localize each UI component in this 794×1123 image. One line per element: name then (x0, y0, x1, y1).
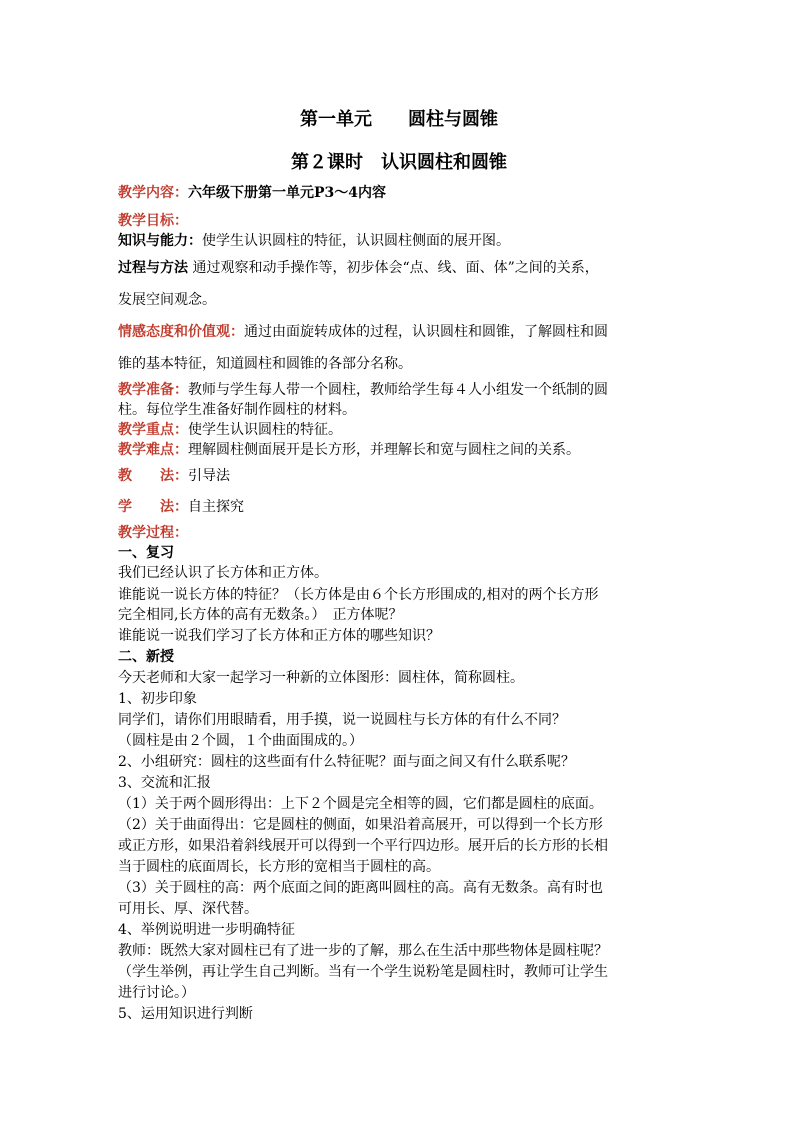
method-teach-label: 教 法： (118, 468, 188, 484)
knowledge-label: 知识与能力： (118, 233, 202, 249)
paragraph-line: （圆柱是由２个圆，１个曲面围成的。） (118, 733, 363, 749)
paragraph-line: 或正方形，如果沿着斜线展开可以得到一个平行四边形。展开后的长方形的长相 (118, 838, 608, 854)
content-label: 教学内容： (118, 185, 188, 201)
knowledge-text: 使学生认识圆柱的特征，认识圆柱侧面的展开图。 (202, 233, 510, 249)
attitude-line: 情感态度和价值观：通过由面旋转成体的过程，认识圆柱和圆锥，了解圆柱和圆 (118, 324, 608, 340)
paragraph-line: 谁能说一说我们学习了长方体和正方体的哪些知识？ (118, 628, 440, 644)
prep-line-2: 柱。每位学生准备好制作圆柱的材料。 (118, 402, 356, 418)
paragraph-line: 今天老师和大家一起学习一种新的立体图形：圆柱体，简称圆柱。 (118, 670, 524, 686)
prep-line: 教学准备：教师与学生每人带一个圆柱，教师给学生每４人小组发一个纸制的圆 (118, 382, 608, 398)
section-new: 二、新授 (118, 649, 174, 665)
lesson-title: 第２课时 认识圆柱和圆锥 (291, 152, 507, 173)
process-label: 过程与方法 (118, 260, 188, 276)
paragraph-line: 5、运用知识进行判断 (118, 1006, 253, 1022)
section-review: 一、复习 (118, 545, 174, 561)
attitude-label: 情感态度和价值观： (118, 324, 244, 340)
content-text: 六年级下册第一单元P3～4内容 (188, 185, 387, 201)
prep-label: 教学准备： (118, 382, 188, 398)
paragraph-line: 2、小组研究：圆柱的这些面有什么特征呢？面与面之间又有什么联系呢？ (118, 754, 575, 770)
teaching-content (118, 183, 680, 203)
method-learn-line: 学 法：自主探究 (118, 499, 244, 515)
key-line: 教学重点：使学生认识圆柱的特征。 (118, 422, 342, 438)
paragraph-line: 1、初步印象 (118, 691, 197, 707)
process-line: 过程与方法 通过观察和动手操作等，初步体会“点、线、面、体”之间的关系， (118, 260, 599, 276)
paragraph-line: 3、交流和汇报 (118, 775, 211, 791)
paragraph-line: 谁能说一说长方体的特征？（长方体是由６个长方形围成的,相对的两个长方形 (118, 587, 599, 603)
attitude-line-2: 锥的基本特征，知道圆柱和圆锥的各部分名称。 (118, 356, 412, 372)
knowledge-line (118, 231, 680, 251)
paragraph-line: 可用长、厚、深代替。 (118, 901, 258, 917)
method-learn-label: 学 法： (118, 499, 188, 515)
paragraph-line: 4、举例说明进一步明确特征 (118, 922, 295, 938)
difficulty-label: 教学难点： (118, 442, 188, 458)
unit-title: 第一单元 圆柱与圆锥 (300, 109, 498, 130)
paragraph-line: （2）关于曲面得出：它是圆柱的侧面，如果沿着高展开，可以得到一个长方形 (118, 817, 603, 833)
process-section-label: 教学过程： (118, 525, 188, 541)
difficulty-line: 教学难点：理解圆柱侧面展开是长方形，并理解长和宽与圆柱之间的关系。 (118, 442, 580, 458)
key-label: 教学重点： (118, 422, 188, 438)
paragraph-line: （3）关于圆柱的高：两个底面之间的距离叫圆柱的高。高有无数条。高有时也 (118, 880, 603, 896)
paragraph-line: （学生举例，再让学生自己判断。当有一个学生说粉笔是圆柱时，教师可让学生 (118, 964, 608, 980)
paragraph-line: 同学们，请你们用眼睛看，用手摸，说一说圆柱与长方体的有什么不同？ (118, 712, 566, 728)
paragraph-line: 教师：既然大家对圆柱已有了进一步的了解，那么在生活中那些物体是圆柱呢？ (118, 943, 608, 959)
goals-label: 教学目标： (118, 213, 188, 229)
method-teach-line: 教 法：引导法 (118, 468, 230, 484)
paragraph-line: 当于圆柱的底面周长，长方形的宽相当于圆柱的高。 (118, 859, 440, 875)
paragraph-line: 我们已经认识了长方体和正方体。 (118, 565, 328, 581)
process-line-2: 发展空间观念。 (118, 292, 216, 308)
paragraph-line: 进行讨论。） (118, 985, 195, 1001)
paragraph-line: （1）关于两个圆形得出：上下２个圆是完全相等的圆，它们都是圆柱的底面。 (118, 796, 603, 812)
paragraph-line: 完全相同,长方体的高有无数条。） 正方体呢？ (118, 607, 403, 623)
